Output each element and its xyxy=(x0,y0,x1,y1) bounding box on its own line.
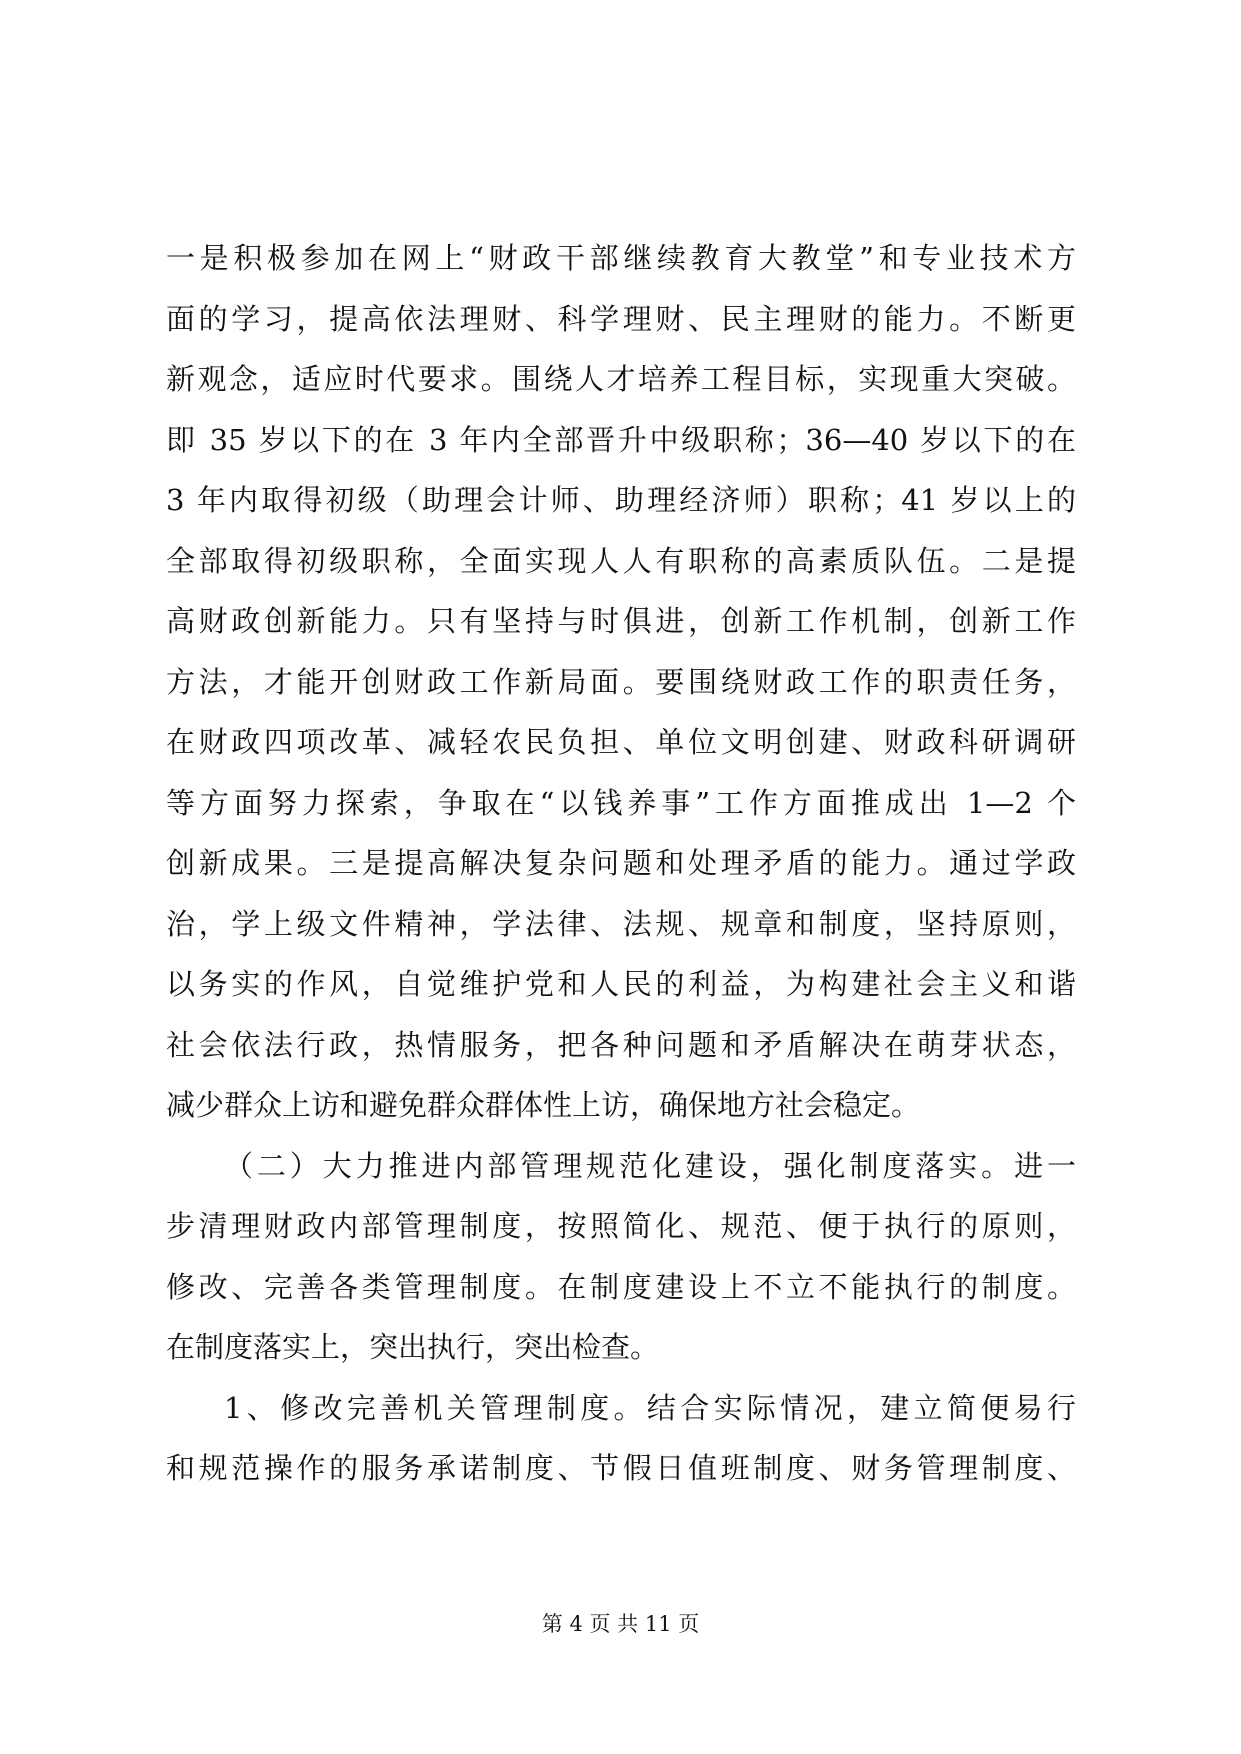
paragraph-3 xyxy=(166,1378,1076,1499)
text-line: （二）大力推进内部管理规范化建设，强化制度落实。进一 xyxy=(224,1148,1076,1183)
text-line: 减少群众上访和避免群众群体性上访，确保地方社会稳定。 xyxy=(166,1088,921,1122)
text-line: 面的学习，提高依法理财、科学理财、民主理财的能力。不断更 xyxy=(166,301,1076,336)
text-line: 即 35 岁以下的在 3 年内全部晋升中级职称；36—40 岁以下的在 xyxy=(166,422,1076,457)
text-line: 治，学上级文件精神，学法律、法规、规章和制度，坚持原则， xyxy=(166,906,1076,941)
text-line: 高财政创新能力。只有坚持与时俱进，创新工作机制，创新工作 xyxy=(166,604,1076,638)
text-line: 以务实的作风，自觉维护党和人民的利益，为构建社会主义和谐 xyxy=(166,967,1076,1001)
text-line: 等方面努力探索，争取在“以钱养事”工作方面推成出 1—2 个 xyxy=(166,785,1076,820)
text-line: 创新成果。三是提高解决复杂问题和处理矛盾的能力。通过学政 xyxy=(166,846,1076,880)
page-number-footer: 第 4 页 共 11 页 xyxy=(541,1612,700,1636)
text-line: 在制度落实上，突出执行，突出检查。 xyxy=(166,1330,660,1364)
text-line: 1、修改完善机关管理制度。结合实际情况，建立简便易行 xyxy=(224,1390,1076,1425)
text-line: 在财政四项改革、减轻农民负担、单位文明创建、财政科研调研 xyxy=(166,725,1076,759)
text-line: 社会依法行政，热情服务，把各种问题和矛盾解决在萌芽状态， xyxy=(166,1027,1076,1062)
text-line: 修改、完善各类管理制度。在制度建设上不立不能执行的制度。 xyxy=(166,1269,1076,1304)
text-line: 和规范操作的服务承诺制度、节假日值班制度、财务管理制度、 xyxy=(166,1451,1076,1485)
text-line: 一是积极参加在网上“财政干部继续教育大教堂”和专业技术方 xyxy=(166,241,1076,275)
document-body xyxy=(166,228,1076,1499)
text-line: 3 年内取得初级（助理会计师、助理经济师）职称；41 岁以上的 xyxy=(166,483,1076,517)
text-line: 新观念，适应时代要求。围绕人才培养工程目标，实现重大突破。 xyxy=(166,362,1076,396)
text-line: 全部取得初级职称，全面实现人人有职称的高素质队伍。二是提 xyxy=(166,543,1076,578)
text-line: 步清理财政内部管理制度，按照简化、规范、便于执行的原则， xyxy=(166,1209,1076,1243)
text-line: 方法，才能开创财政工作新局面。要围绕财政工作的职责任务， xyxy=(166,664,1076,699)
paragraph-1 xyxy=(166,228,1076,1136)
paragraph-2 xyxy=(166,1136,1076,1378)
